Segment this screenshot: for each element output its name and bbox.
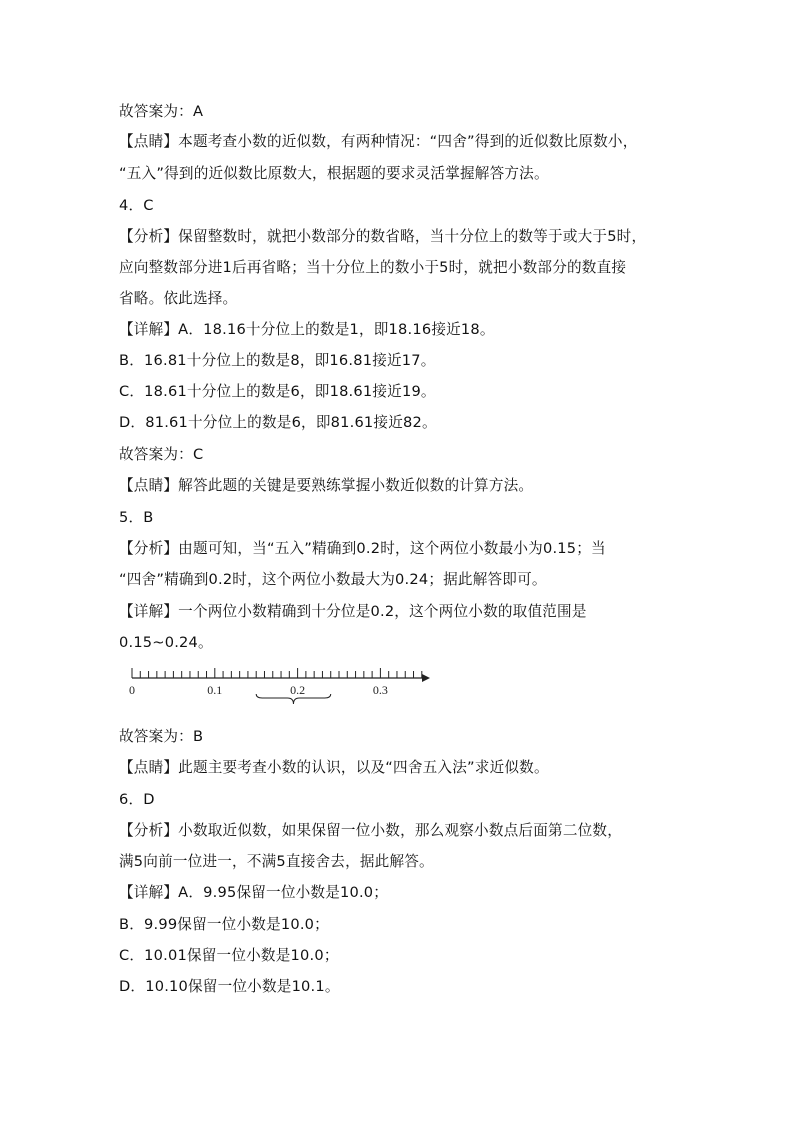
detail-line: 0.15~0.24。 <box>119 634 213 651</box>
comment-line: 【点睛】本题考查小数的近似数，有两种情况：“四舍”得到的近似数比原数小， <box>119 133 638 150</box>
number-line-label: 0.3 <box>372 683 388 697</box>
answer-line: 故答案为：C <box>119 446 204 463</box>
number-line-label: 0 <box>129 683 135 697</box>
analysis-line: 省略。依此选择。 <box>119 290 238 307</box>
question-number: 6．D <box>119 791 155 808</box>
detail-line: 【详解】A．9.95保留一位小数是10.0； <box>119 884 389 901</box>
comment-line: 【点睛】解答此题的关键是要熟练掌握小数近似数的计算方法。 <box>119 477 534 494</box>
number-line-label: 0.1 <box>207 683 223 697</box>
analysis-line: 满5向前一位进一，不满5直接舍去，据此解答。 <box>119 853 434 870</box>
analysis-line: 【分析】由题可知，当“五入”精确到0.2时，这个两位小数最小为0.15；当 <box>119 540 606 557</box>
analysis-line: 【分析】保留整数时，就把小数部分的数省略，当十分位上的数等于或大于5时， <box>119 228 647 245</box>
question-number: 4．C <box>119 197 154 214</box>
number-line-arrow <box>422 674 430 682</box>
detail-line: B．16.81十分位上的数是8，即16.81接近17。 <box>119 352 436 369</box>
number-line-diagram <box>120 660 440 715</box>
question-number: 5．B <box>119 509 154 526</box>
analysis-line: 应向整数部分进1后再省略；当十分位上的数小于5时，就把小数部分的数直接 <box>119 259 627 276</box>
analysis-line: “四舍”精确到0.2时，这个两位小数最大为0.24；据此解答即可。 <box>119 571 547 588</box>
comment-line: “五入”得到的近似数比原数大，根据题的要求灵活掌握解答方法。 <box>119 165 549 182</box>
detail-line: D．81.61十分位上的数是6，即81.61接近82。 <box>119 414 437 431</box>
analysis-line: 【分析】小数取近似数，如果保留一位小数，那么观察小数点后面第二位数， <box>119 822 622 839</box>
comment-line: 【点睛】此题主要考查小数的认识，以及“四舍五入法”求近似数。 <box>119 759 549 776</box>
detail-line: 【详解】A．18.16十分位上的数是1，即18.16接近18。 <box>119 321 495 338</box>
detail-line: C．10.01保留一位小数是10.0； <box>119 947 339 964</box>
detail-line: B．9.99保留一位小数是10.0； <box>119 916 329 933</box>
number-line-label: 0.2 <box>290 683 306 697</box>
detail-line: C．18.61十分位上的数是6，即18.61接近19。 <box>119 383 436 400</box>
answer-line: 故答案为：B <box>119 728 204 745</box>
detail-line: 【详解】一个两位小数精确到十分位是0.2，这个两位小数的取值范围是 <box>119 603 587 620</box>
answer-line: 故答案为：A <box>119 103 204 120</box>
detail-line: D．10.10保留一位小数是10.1。 <box>119 978 340 995</box>
